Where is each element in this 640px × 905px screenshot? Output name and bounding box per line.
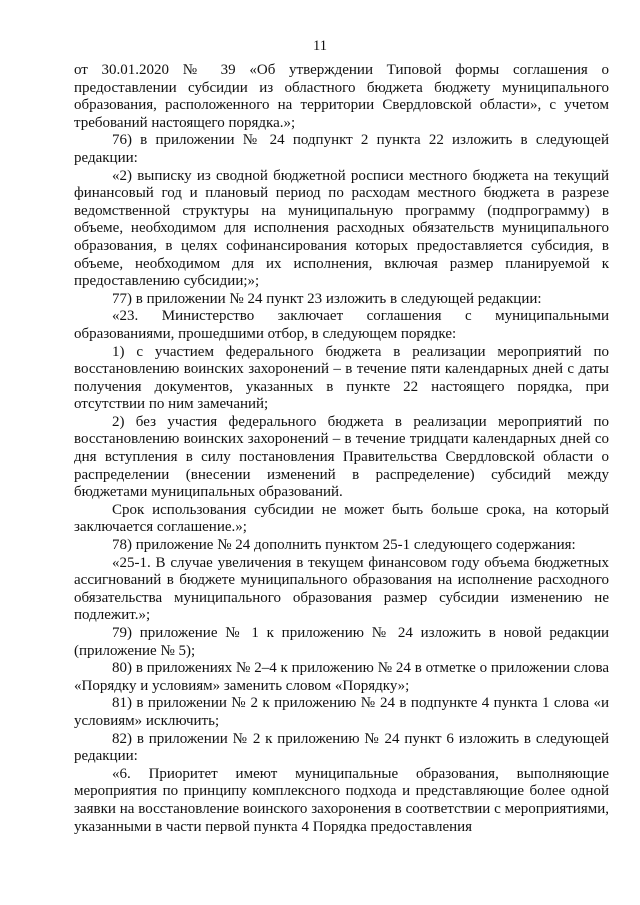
paragraph-item-81: 81) в приложении № 2 к приложению № 24 в подпункте 4 пункта 1 слова «и условиям» исключить;: [74, 695, 609, 729]
paragraph-quote-subpoint-2: «2) выписку из сводной бюджетной росписи местного бюджета на текущий финансовый год и плановый период по расходам местного бюджета в разрезе ведомственной структуры на муниципальную программу (подпрограмму) в объеме, необходимом для исполнения расходных обязательств муниципального образования, в целях софинансирования которых предоставляется субсидия, в объеме, необходимом для их исполнения, включая размер планируемой к предоставлению субсидии;»;: [74, 167, 609, 290]
document-body: [74, 62, 609, 836]
paragraph-item-76: 76) в приложении № 24 подпункт 2 пункта 22 изложить в следующей редакции:: [74, 132, 609, 166]
page-number: 11: [313, 38, 327, 54]
paragraph-item-80: 80) в приложениях № 2–4 к приложению № 24 в отметке о приложении слова «Порядку и условиям» заменить словом «Порядку»;: [74, 660, 609, 694]
paragraph-item-82: 82) в приложении № 2 к приложению № 24 пункт 6 изложить в следующей редакции:: [74, 730, 609, 765]
paragraph-quote-point-25-1: «25-1. В случае увеличения в текущем финансовом году объема бюджетных ассигнований в бюджете муниципального образования на исполнение расходного обязательства муниципального образования размер субсидии изменению не подлежит.»;: [74, 554, 609, 624]
paragraph-subitem-1: 1) с участием федерального бюджета в реализации мероприятий по восстановлению воинских захоронений – в течение пяти календарных дней с даты получения документов, указанных в пункте 22 настоящего порядка, при отсутствии по ним замечаний;: [74, 343, 609, 413]
paragraph-item-79: 79) приложение № 1 к приложению № 24 изложить в новой редакции (приложение № 5);: [74, 625, 609, 659]
paragraph-item-77: 77) в приложении № 24 пункт 23 изложить в следующей редакции:: [112, 290, 542, 307]
paragraph-subitem-2: 2) без участия федерального бюджета в реализации мероприятий по восстановлению воинских захоронений – в течение тридцати календарных дней со дня вступления в силу постановления Правительства Свердловской области о распределении (внесении изменений в распределение) субсидий между бюджетами муниципальных образований.: [74, 413, 609, 501]
paragraph-item-78: 78) приложение № 24 дополнить пунктом 25-1 следующего содержания:: [112, 537, 576, 554]
paragraph-quote-point-23: «23. Министерство заключает соглашения с муниципальными образованиями, прошедшими отбор, в следующем порядке:: [74, 308, 609, 342]
paragraph-continuation: от 30.01.2020 № 39 «Об утверждении Типовой формы соглашения о предоставлении субсидии из областного бюджета бюджету муниципального образования, расположенного на территории Свердловской области», с учетом требований настоящего порядка.»;: [74, 62, 609, 131]
paragraph-quote-point-6: «6. Приоритет имеют муниципальные образования, выполняющие мероприятия по принципу комплексного подхода и представляющие более одной заявки на восстановление воинского захоронения в соответствии с мероприятиями, указанными в части первой пункта 4 Порядка предоставления: [74, 765, 609, 835]
paragraph-term: Срок использования субсидии не может быть больше срока, на который заключается соглашение.»;: [74, 501, 609, 536]
